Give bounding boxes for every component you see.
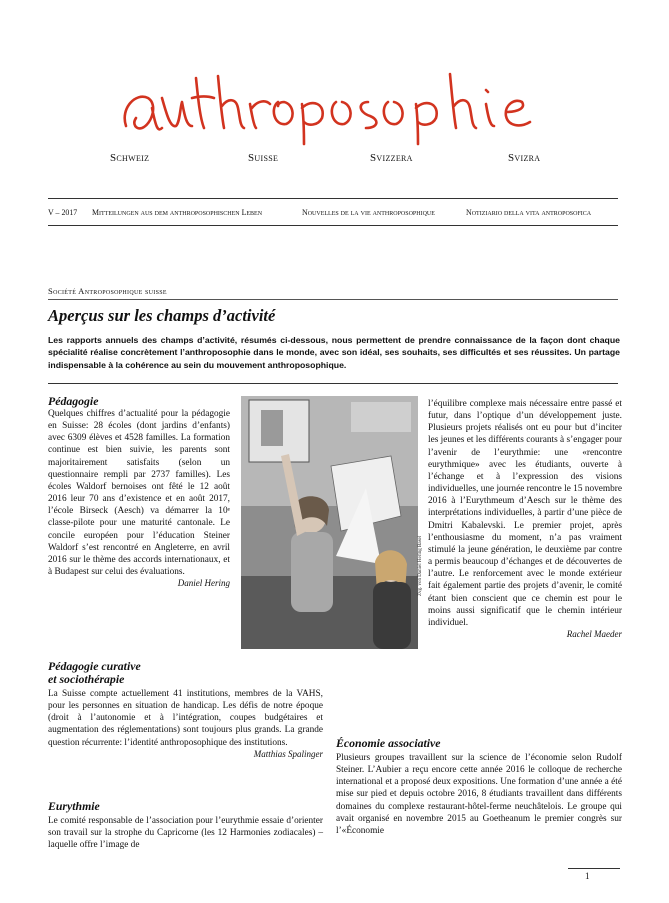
pedagogie-heading: Pédagogie — [48, 394, 99, 408]
children-photo-image — [241, 396, 418, 649]
article-title: Aperçus sur les champs d’activité — [48, 306, 276, 325]
masthead — [48, 208, 623, 222]
curative-author: Matthias Spalinger — [253, 748, 323, 759]
masthead-german: Mitteilungen aus dem anthroposophischen Leben — [92, 208, 263, 217]
article-intro: Les rapports annuels des champs d’activité, résumés ci-dessous, nous permettent de prendre connaissance de la façon dont chaque spécialité réalise concrètement l’anthroposophie dans le monde, avec son idéal, ses souhaits, ses difficultés et ses réussites. Un partage indispensable à la cohérence au sein du mouvement anthroposophique. — [48, 335, 620, 370]
page-number: 1 — [585, 871, 590, 881]
eurythmie-section — [48, 800, 323, 851]
economie-heading: Économie associative — [336, 736, 441, 750]
footer-rule — [568, 868, 620, 869]
eurythmie-author: Rachel Maeder — [566, 628, 622, 639]
lang-svizzera: Svizzera — [370, 152, 413, 164]
curative-text: La Suisse compte actuellement 41 institutions, membres de la VAHS, pour les personnes en situation de handicap. Les défis de notre époque (droit à l’autonomie et à l’intégration, coupes budgétaires et augmentation des réglementations) sont toujours plus grands. La grande question récurrente: l’identité anthroposophique des institutions. — [48, 689, 323, 748]
lang-schweiz: Schweiz — [110, 152, 150, 164]
language-row — [0, 152, 669, 168]
lang-suisse: Suisse — [248, 152, 279, 164]
header-top-rule — [48, 198, 618, 199]
eurythmie-text: Le comité responsable de l’association pour l’eurythmie essaie d’orienter son travail sur la strophe du Capricorne (les 12 Harmonies zodiacales) – laquelle offre l’image de — [48, 816, 323, 851]
issue-number: V – 2017 — [48, 208, 78, 217]
photo-credit: Zvg. von Daniel Hering Basel — [418, 535, 423, 596]
masthead-italian: Notiziario della vita antroposofica — [466, 208, 592, 217]
header-bottom-rule — [48, 225, 618, 226]
curative-section — [48, 660, 323, 759]
eurythmie-continued — [428, 398, 622, 639]
curative-heading-line2: et sociothérapie — [48, 672, 125, 686]
pedagogie-author: Daniel Hering — [177, 578, 230, 589]
section-label: Société Antroposophique suisse — [48, 286, 167, 296]
anthroposophie-logo — [118, 68, 568, 146]
eurythmie-continued-text: l’équilibre complexe mais nécessaire entre passé et futur, dans l’optique d’un développement juste. Plusieurs projets réalisés ont eu pour but d’inciter les jeunes et les différents courants à s’engager pour l’avenir de l’eurythmie: une «rencontre eurythmique» avec les étudiants, ouverte à l’échange et à l’expression des visions individuelles, une journée rencontre le 15 novembre 2016 à l’Eurythmeum d’Aesch sur le thème des interprétations individuelles, à partir d’une pièce de Dmitri Kabalevski. Le premier projet, après l’enthousiasme du moment, n’a pas vraiment stimulé la jeune génération, le deuxième par contre a permis beaucoup d’échanges et de découvertes de l’autre. Le renforcement avec le monde extérieur fait également partie des projets d’avenir, le comité étant bien conscient que ce chemin est pour le moins aussi significatif que le chemin intérieur individuel. — [428, 399, 622, 628]
masthead-french: Nouvelles de la vie anthroposophique — [302, 208, 435, 217]
pedagogie-text: Quelques chiffres d’actualité pour la pédagogie en Suisse: 28 écoles (dont jardins d’enfants) avec 6309 élèves et 4528 familles. La formation continue est bien suivie, les parents sont majoritairement satisfaits (selon un questionnaire rempli par 2737 familles). Les écoles Waldorf bernoises ont fêté le 12 août 2016 leur 70 ans d’existence et en août 2017, l’école Birseck (Aesch) va démarrer la 10ᵉ classe-pilote pour une maturité cantonale. Le concile européen pour l’éducation Steiner Waldorf s’est rencontré en Angleterre, en avril 2016 sur le thème des accords internationaux, et à Budapest sur celui des évaluations. — [48, 409, 230, 578]
children-photo — [241, 396, 418, 649]
eurythmie-heading: Eurythmie — [48, 799, 100, 813]
intro-rule — [48, 383, 618, 384]
economie-text: Plusieurs groupes travaillent sur la science de l’économie selon Rudolf Steiner. L’Aubier a reçu encore cette année 2016 le colloque de recherche international et a proposé deux expositions. Une formation d’une année a été mise sur pied et depuis octobre 2016, 8 étudiants travaillent dans différents domaines du complexe restaurant-hôtel-ferme neuchâtelois. Le groupe qui avait organisé en novembre 2015 au Goetheanum le premier congrès sur l’«Économie — [336, 753, 622, 836]
curative-heading-line1: Pédagogie curative — [48, 659, 141, 673]
section-rule — [48, 299, 618, 300]
economie-section — [336, 737, 622, 837]
pedagogie-section — [48, 395, 230, 588]
lang-svizra: Svizra — [508, 152, 541, 164]
